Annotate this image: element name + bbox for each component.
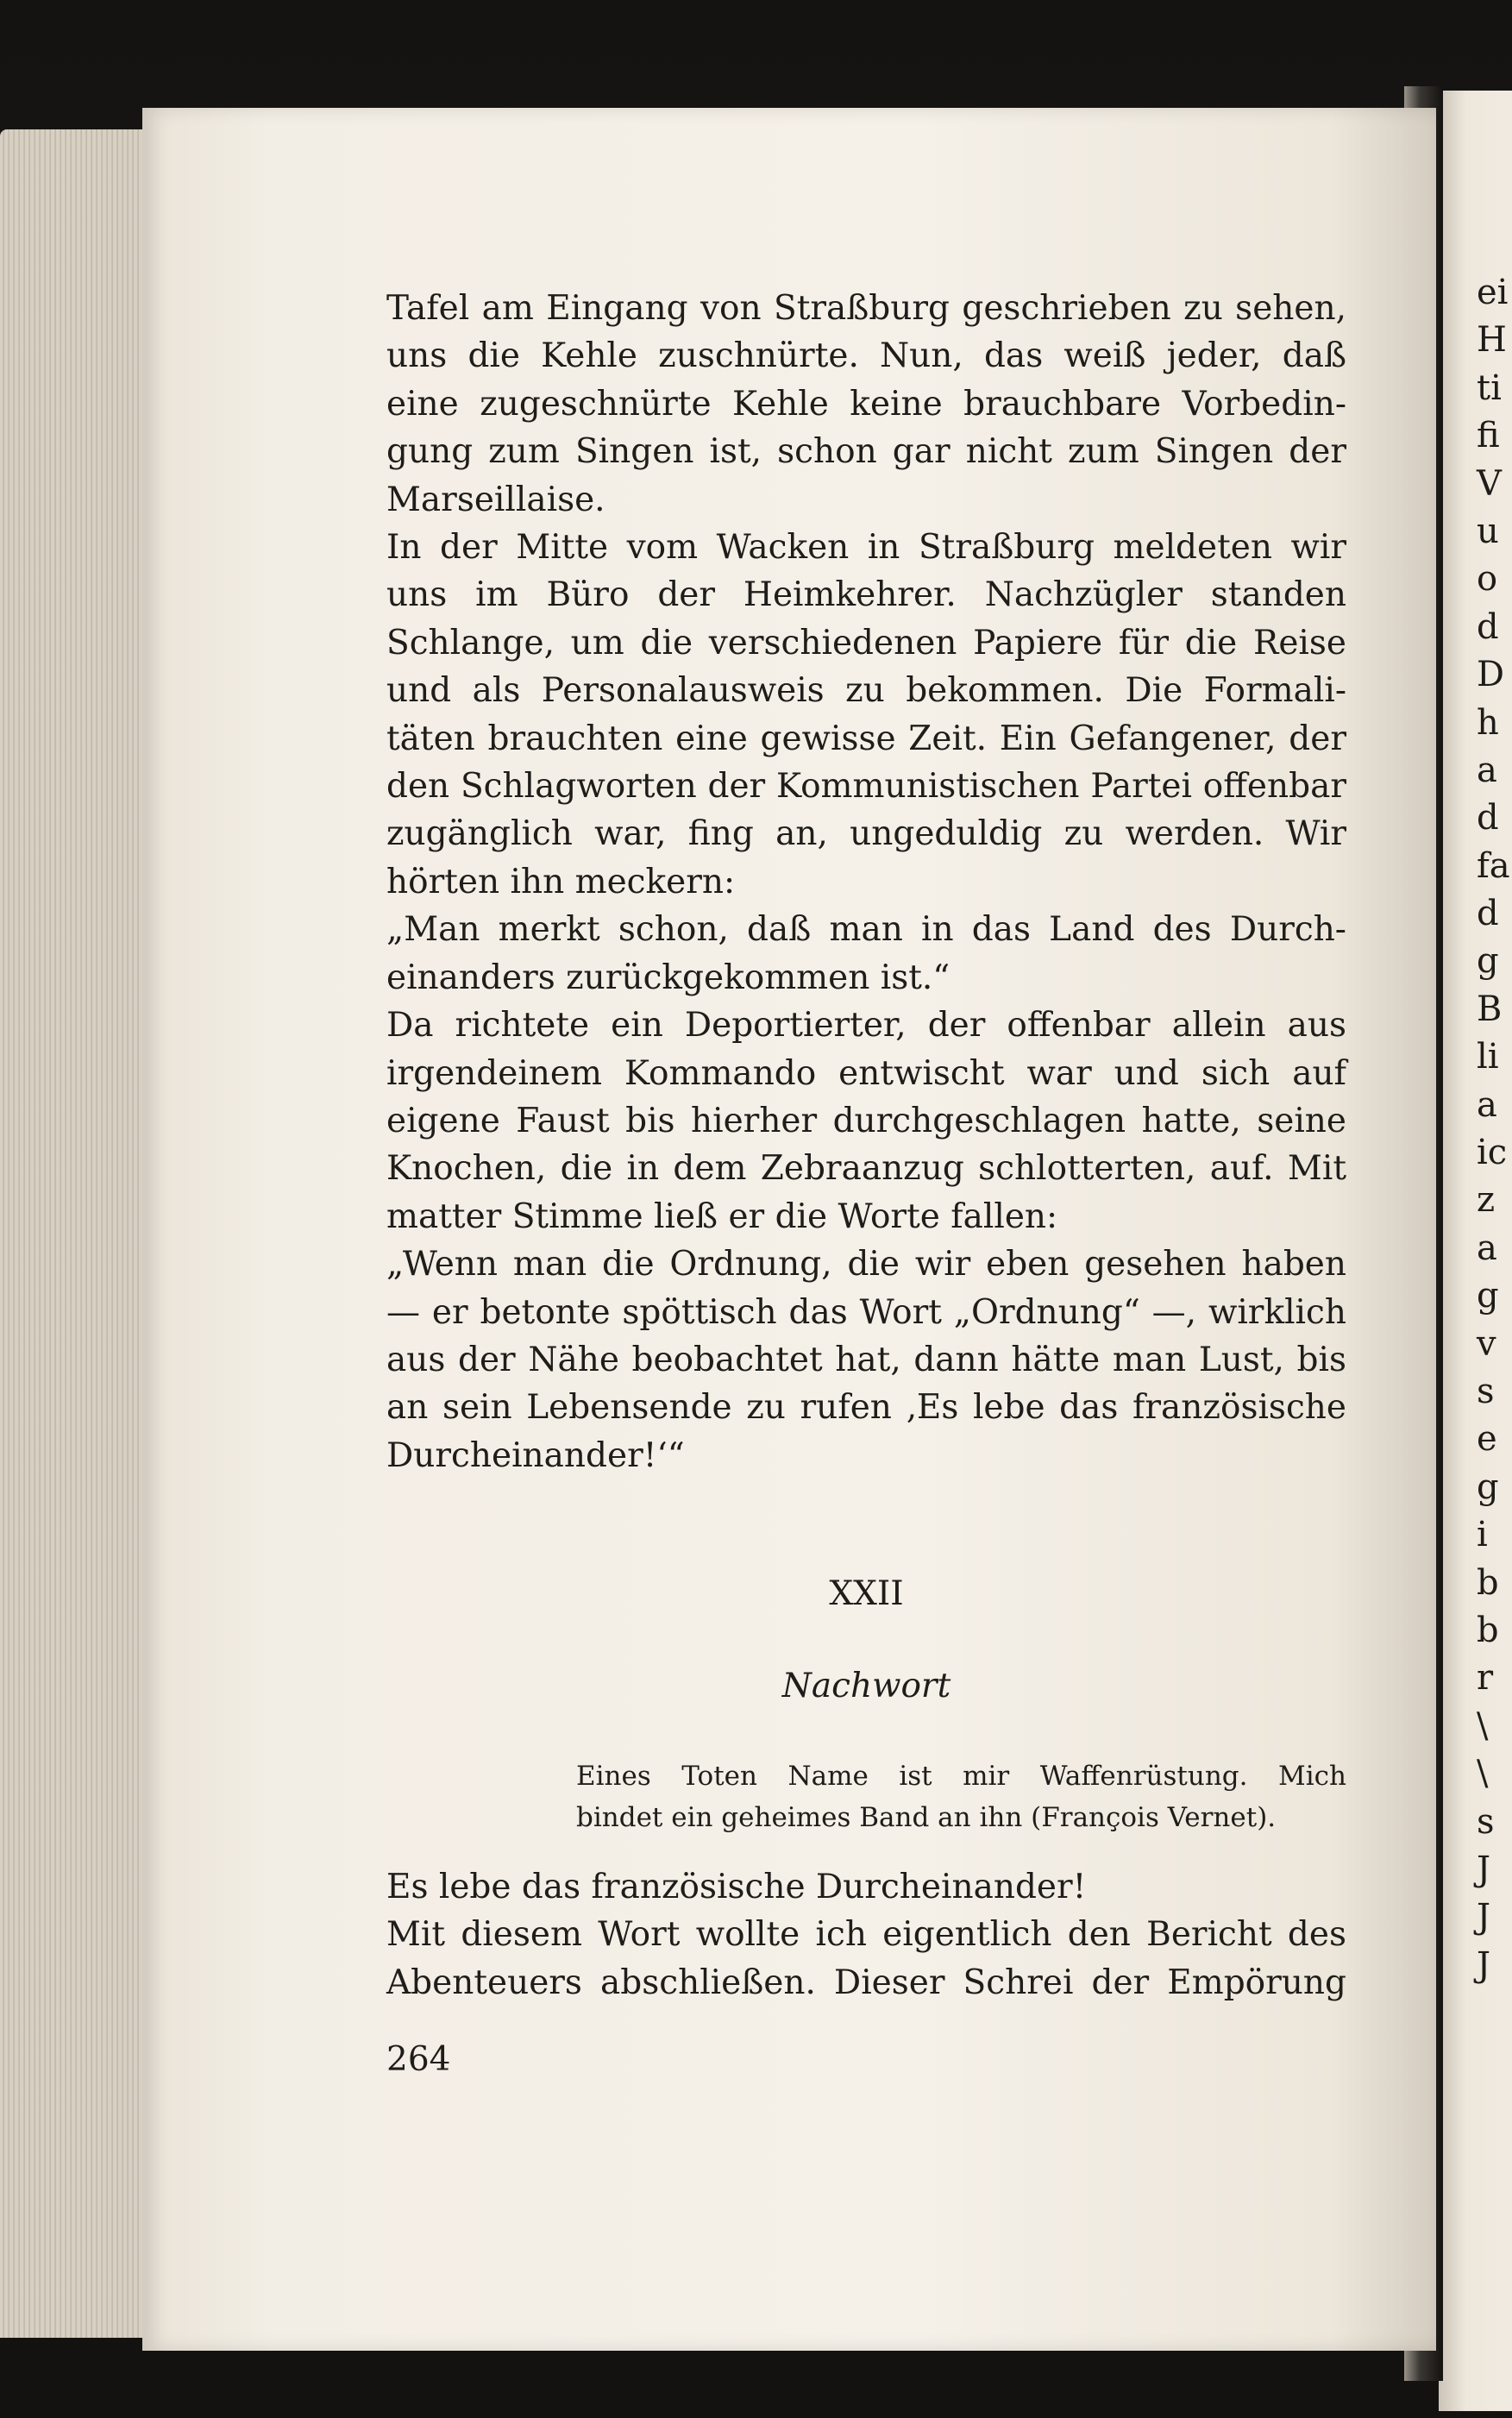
facing-page-text-fragments	[1477, 269, 1510, 1989]
text-line: matter Stimme ließ er die Worte fallen:	[386, 1196, 1058, 1236]
text-line: Da richtete ein Deportierter, der offenbar allein aus	[386, 1006, 1346, 1046]
page-number: 264	[386, 2040, 451, 2079]
facing-page-fragment: a	[1477, 1084, 1497, 1125]
facing-page-fragment: z	[1477, 1180, 1496, 1221]
facing-page-fragment: J	[1477, 1897, 1491, 1938]
facing-page-fragment: u	[1477, 511, 1499, 551]
facing-page-fragment: e	[1477, 1419, 1497, 1460]
text-line: eine zugeschnürte Kehle keine brauchbare Vorbedin-	[386, 384, 1346, 424]
text-line: In der Mitte vom Wacken in Straßburg meldeten wir	[386, 528, 1346, 568]
text-line: eigene Faust bis hierher durchgeschlagen hatte, seine	[386, 1101, 1346, 1140]
text-line: Schlange, um die verschiedenen Papiere für die Reise	[386, 623, 1346, 663]
facing-page-fragment: fi	[1477, 416, 1500, 456]
text-line: hörten ihn meckern:	[386, 862, 736, 901]
facing-page-fragment: \	[1477, 1705, 1489, 1746]
text-line: gung zum Singen ist, schon gar nicht zum Singen der	[386, 432, 1346, 472]
facing-page-fragment: d	[1477, 798, 1499, 838]
text-line: täten brauchten eine gewisse Zeit. Ein Gefangener, der	[386, 719, 1346, 758]
text-line: Eines Toten Name ist mir Waffenrüstung. Mich	[576, 1761, 1346, 1792]
facing-page-fragment: \	[1477, 1754, 1489, 1794]
facing-page-fragment: li	[1477, 1037, 1499, 1077]
facing-page-fragment: fa	[1477, 845, 1510, 886]
facing-page-fragment: h	[1477, 702, 1499, 743]
text-line: und als Personalausweis zu bekommen. Die Formali-	[386, 671, 1346, 711]
chapter-title: Nachwort	[781, 1667, 951, 1705]
facing-page-fragment: ic	[1477, 1133, 1508, 1173]
facing-page-fragment: ti	[1477, 367, 1502, 408]
text-line: Abenteuers abschließen. Dieser Schrei der Empörung	[386, 1963, 1346, 2002]
text-line: bindet ein geheimes Band an ihn (François Vernet).	[576, 1802, 1277, 1833]
text-line: „Wenn man die Ordnung, die wir eben gesehen haben	[386, 1245, 1346, 1284]
facing-page-fragment: a	[1477, 750, 1497, 790]
facing-page-fragment: J	[1477, 1849, 1491, 1889]
facing-page-fragment: o	[1477, 559, 1498, 600]
facing-page-fragment: a	[1477, 1228, 1497, 1268]
facing-page-fragment: b	[1477, 1562, 1499, 1603]
facing-page-fragment: H	[1477, 320, 1507, 361]
facing-page-fragment: g	[1477, 941, 1499, 982]
text-line: an sein Lebensende zu rufen ‚Es lebe das französische	[386, 1388, 1346, 1428]
facing-page-fragment: i	[1477, 1515, 1488, 1555]
facing-page-fragment: g	[1477, 1467, 1499, 1507]
facing-page-fragment: g	[1477, 1276, 1499, 1316]
facing-page-fragment: s	[1477, 1371, 1495, 1411]
facing-page-fragment: V	[1477, 463, 1502, 504]
facing-page-fragment: D	[1477, 655, 1505, 695]
text-line: uns die Kehle zuschnürte. Nun, das weiß jeder, daß	[386, 336, 1346, 376]
text-line: Durcheinander!‘“	[386, 1435, 685, 1475]
text-line: zugänglich war, fing an, ungeduldig zu werden. Wir	[386, 814, 1346, 854]
chapter-number: XXII	[829, 1574, 904, 1613]
text-line: Knochen, die in dem Zebraanzug schlotterten, auf. Mit	[386, 1149, 1346, 1189]
facing-page-fragment: b	[1477, 1610, 1499, 1650]
text-line: einanders zurückgekommen ist.“	[386, 958, 950, 997]
facing-page-fragment: ei	[1477, 273, 1509, 312]
facing-page-fragment: d	[1477, 894, 1499, 934]
body-text-bottom	[386, 1863, 1346, 2007]
facing-page-fragment: B	[1477, 989, 1503, 1029]
facing-page-fragment: v	[1477, 1323, 1496, 1364]
text-line: aus der Nähe beobachtet hat, dann hätte man Lust, bis	[386, 1340, 1346, 1379]
text-line: — er betonte spöttisch das Wort „Ordnung“ —, wirklich	[386, 1292, 1346, 1332]
text-line: den Schlagworten der Kommunistischen Partei offenbar	[386, 767, 1346, 807]
text-line: irgendeinem Kommando entwischt war und sich auf	[386, 1053, 1346, 1093]
facing-page-fragment: r	[1477, 1658, 1494, 1699]
facing-page-fragment: J	[1477, 1944, 1491, 1985]
facing-page-fragment: s	[1477, 1801, 1495, 1842]
body-text-top	[386, 285, 1346, 1479]
facing-page-fragment: d	[1477, 606, 1499, 647]
text-line: Marseillaise.	[386, 480, 605, 519]
text-line: Es lebe das französische Durcheinander!	[386, 1868, 1087, 1906]
epigraph	[576, 1755, 1346, 1838]
text-line: uns im Büro der Heimkehrer. Nachzügler standen	[386, 575, 1346, 615]
text-line: „Man merkt schon, daß man in das Land des Durch-	[386, 910, 1346, 950]
text-line: Mit diesem Wort wollte ich eigentlich den Bericht des	[386, 1915, 1346, 1955]
text-line: Tafel am Eingang von Straßburg geschrieben zu sehen,	[386, 289, 1346, 328]
